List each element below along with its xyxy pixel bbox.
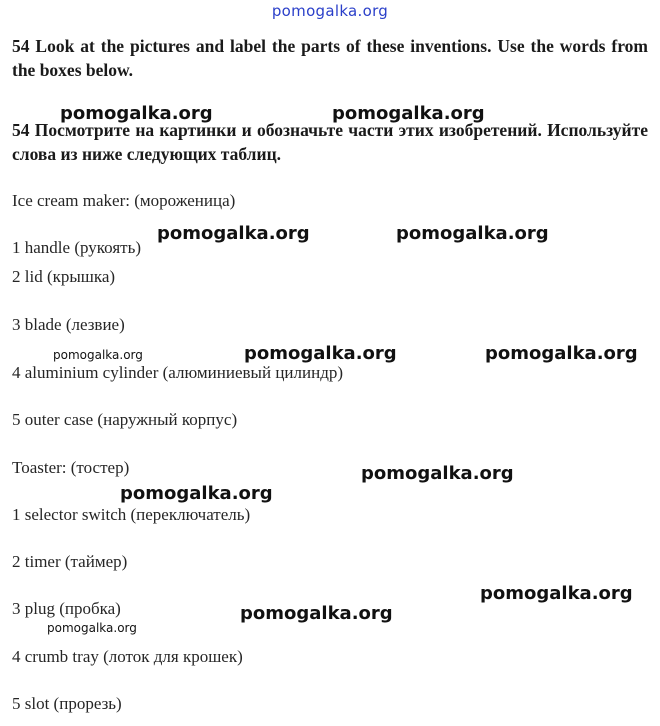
task-heading-russian: 54 Посмотрите на картинки и обозначьте части этих изобретений. Используйте слова из ниже следующих таблиц. bbox=[12, 120, 648, 164]
toaster-item-1: 1 selector switch (переключатель) bbox=[12, 505, 251, 524]
ice-cream-maker-title: Ice cream maker: (мороженица) bbox=[12, 191, 236, 210]
watermark-small: pomogalka.org bbox=[53, 348, 143, 362]
toaster-item-3: 3 plug (пробка) bbox=[12, 599, 121, 618]
ice-cream-maker-item-5: 5 outer case (наружный корпус) bbox=[12, 410, 238, 429]
watermark: pomogalka.org bbox=[120, 483, 273, 504]
toaster-item-5: 5 slot (прорезь) bbox=[12, 694, 122, 713]
ice-cream-maker-item-1: 1 handle (рукоять) bbox=[12, 238, 141, 257]
ice-cream-maker-item-4: 4 aluminium cylinder (алюминиевый цилиндр) bbox=[12, 363, 344, 382]
toaster-item-2: 2 timer (таймер) bbox=[12, 552, 128, 571]
watermark: pomogalka.org bbox=[157, 223, 310, 244]
ice-cream-maker-item-3: 3 blade (лезвие) bbox=[12, 315, 125, 334]
task-heading-english: 54 Look at the pictures and label the parts of these inventions. Use the words from the boxes below. bbox=[12, 36, 648, 80]
watermark: pomogalka.org bbox=[485, 343, 638, 364]
watermark: pomogalka.org bbox=[361, 463, 514, 484]
watermark: pomogalka.org bbox=[244, 343, 397, 364]
watermark-small: pomogalka.org bbox=[47, 621, 137, 635]
watermark: pomogalka.org bbox=[240, 603, 393, 624]
watermark: pomogalka.org bbox=[332, 103, 485, 124]
site-watermark-top: pomogalka.org bbox=[271, 2, 389, 20]
toaster-title: Toaster: (тостер) bbox=[12, 458, 130, 477]
watermark: pomogalka.org bbox=[480, 583, 633, 604]
toaster-item-4: 4 crumb tray (лоток для крошек) bbox=[12, 647, 243, 666]
ice-cream-maker-item-2: 2 lid (крышка) bbox=[12, 267, 116, 286]
watermark: pomogalka.org bbox=[396, 223, 549, 244]
watermark: pomogalka.org bbox=[60, 103, 213, 124]
